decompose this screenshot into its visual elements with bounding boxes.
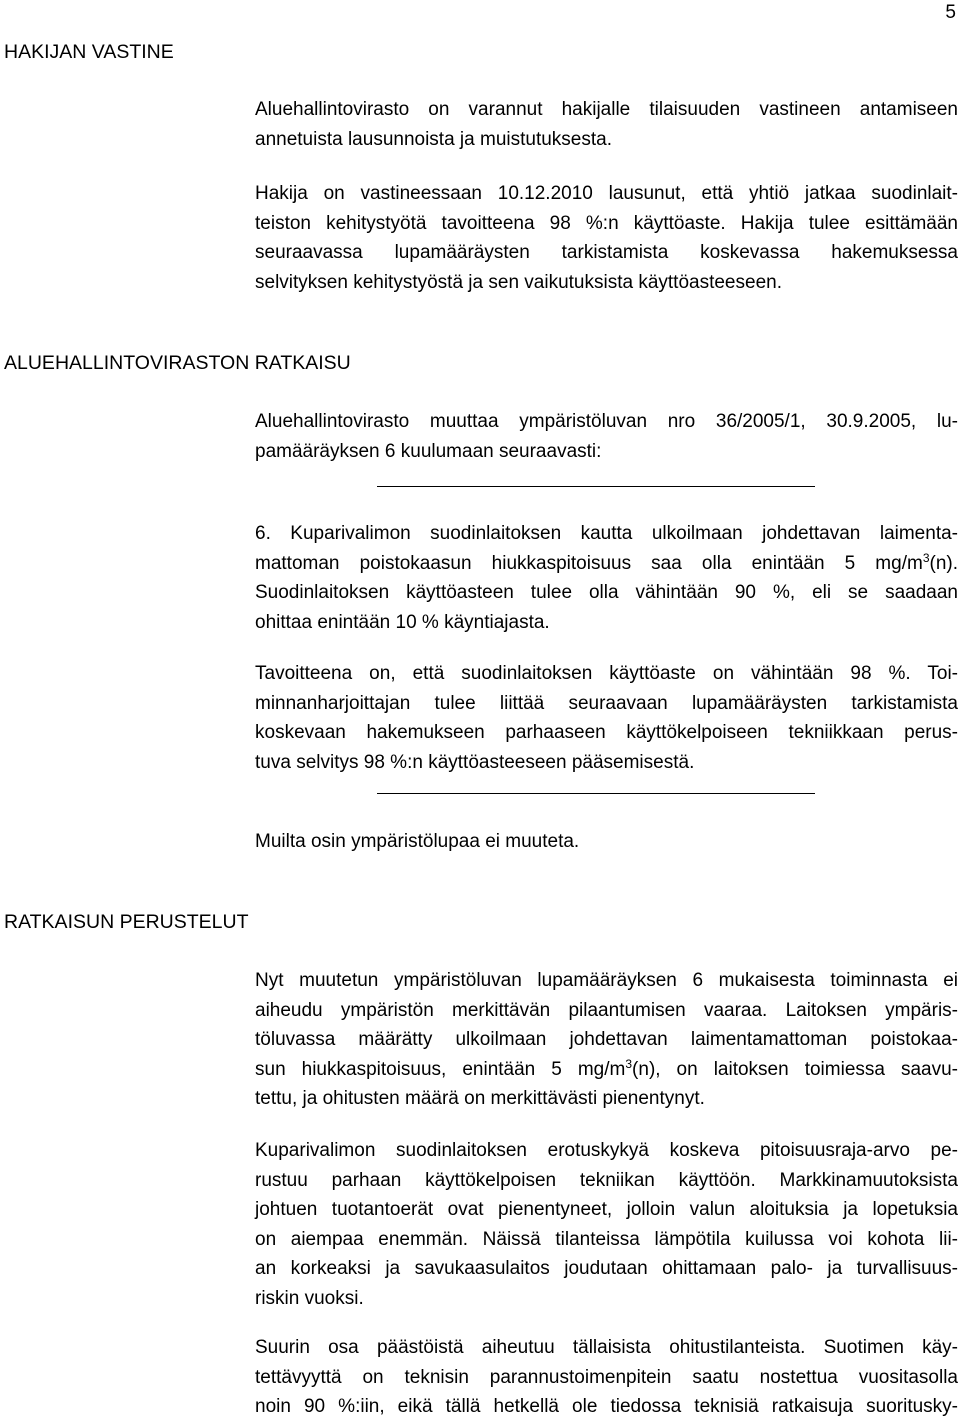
text-line: tettu, ja ohitusten määrä on merkittävästi pienentynyt. bbox=[255, 1088, 705, 1109]
text-line: aiheudu ympäristön merkittävän pilaantumisen vaaraa. Laitoksen ympäris- bbox=[255, 999, 958, 1021]
text-line: Hakija on vastineessaan 10.12.2010 lausunut, että yhtiö jatkaa suodinlait- bbox=[255, 183, 958, 204]
paragraph-perustelut-2 bbox=[255, 1136, 958, 1313]
divider-rule bbox=[377, 793, 815, 794]
text-line: an korkeaksi ja savukaasulaitos joudutaan ohittamaan palo- ja turvallisuus- bbox=[255, 1258, 958, 1279]
text-line: Aluehallintovirasto on varannut hakijalle tilaisuuden vastineen antamiseen bbox=[255, 99, 958, 120]
text-line: 6. Kuparivalimon suodinlaitoksen kautta ulkoilmaan johdettavan laimenta- bbox=[255, 523, 958, 544]
text-segment: (n), on laitoksen toimiessa saavu- bbox=[632, 1058, 958, 1080]
text-line: johtuen tuotantoerät ovat pienentyneet, jolloin valun aloituksia ja lopetuksia bbox=[255, 1199, 958, 1220]
text-line: Suurin osa päästöistä aiheutuu tällaisista ohitustilanteista. Suotimen käy- bbox=[255, 1337, 958, 1358]
text-line: Aluehallintovirasto muuttaa ympäristöluvan nro 36/2005/1, 30.9.2005, lu- bbox=[255, 411, 958, 432]
heading-ratkaisu: ALUEHALLINTOVIRASTON RATKAISU bbox=[4, 352, 351, 374]
text-line: teiston kehitystyötä tavoitteena 98 %:n käyttöaste. Hakija tulee esittämään bbox=[255, 212, 958, 234]
paragraph-tavoite bbox=[255, 659, 958, 777]
paragraph-vastine-content bbox=[255, 179, 958, 297]
text-line: ohittaa enintään 10 % käyntiajasta. bbox=[255, 611, 550, 633]
paragraph-vastine-intro bbox=[255, 95, 958, 154]
text-line: Suodinlaitoksen käyttöasteen tulee olla vähintään 90 %, eli se saadaan bbox=[255, 582, 958, 603]
text-line: seuraavassa lupamääräysten tarkistamista koskevassa hakemuksessa bbox=[255, 242, 958, 263]
text-line: annetuista lausunnoista ja muistutuksesta. bbox=[255, 128, 612, 150]
text-line: Tavoitteena on, että suodinlaitoksen käyttöaste on vähintään 98 %. Toi- bbox=[255, 663, 958, 684]
text-line: rustuu parhaan käyttökelpoisen tekniikan käyttöön. Markkinamuutoksista bbox=[255, 1169, 958, 1191]
text-line: pamääräyksen 6 kuulumaan seuraavasti: bbox=[255, 440, 602, 462]
text-segment: mattoman poistokaasun hiukkaspitoisuus saa olla enintään 5 mg/m bbox=[255, 552, 923, 574]
text-line: noin 90 %:iin, eikä tällä hetkellä ole tiedossa teknisiä ratkaisuja suoritusky- bbox=[255, 1396, 958, 1417]
text-line: riskin vuoksi. bbox=[255, 1287, 364, 1309]
text-line bbox=[255, 549, 958, 579]
text-line: tettävyyttä on teknisin parannustoimenpitein saatu nostettua vuositasolla bbox=[255, 1366, 958, 1388]
paragraph-lupamaarays-6 bbox=[255, 519, 958, 637]
text-line: minnanharjoittajan tulee liittää seuraavaan lupamääräysten tarkistamista bbox=[255, 692, 958, 714]
paragraph-ratkaisu-intro bbox=[255, 407, 958, 466]
text-line: tuva selvitys 98 %:n käyttöasteeseen pääsemisestä. bbox=[255, 751, 695, 773]
text-line: Nyt muutetun ympäristöluvan lupamääräyksen 6 mukaisesta toiminnasta ei bbox=[255, 970, 958, 991]
text-line bbox=[255, 1055, 958, 1085]
superscript: 3 bbox=[922, 550, 930, 565]
text-line: koskevaan hakemukseen parhaaseen käyttökelpoiseen tekniikkaan perus- bbox=[255, 722, 958, 743]
text-segment: (n). bbox=[929, 552, 958, 574]
paragraph-perustelut-1 bbox=[255, 966, 958, 1114]
text-segment: sun hiukkaspitoisuus, enintään 5 mg/m bbox=[255, 1058, 626, 1080]
heading-perustelut: RATKAISUN PERUSTELUT bbox=[4, 911, 249, 933]
text-line: töluvassa määrätty ulkoilmaan johdettavan laimentamattoman poistokaa- bbox=[255, 1029, 958, 1050]
divider-rule bbox=[377, 486, 815, 487]
paragraph-perustelut-3 bbox=[255, 1333, 958, 1422]
paragraph-muilta-osin bbox=[255, 827, 958, 857]
text-line: Muilta osin ympäristölupaa ei muuteta. bbox=[255, 831, 580, 852]
heading-hakijan-vastine: HAKIJAN VASTINE bbox=[4, 41, 174, 63]
text-line: Kuparivalimon suodinlaitoksen erotuskykyä koskeva pitoisuusraja-arvo pe- bbox=[255, 1140, 958, 1161]
text-line: on aiempaa enemmän. Näissä tilanteissa lämpötila kuilussa voi kohota lii- bbox=[255, 1228, 958, 1250]
superscript: 3 bbox=[625, 1056, 633, 1071]
text-line: selvityksen kehitystyöstä ja sen vaikutuksista käyttöasteeseen. bbox=[255, 271, 782, 293]
page-number: 5 bbox=[945, 2, 956, 23]
